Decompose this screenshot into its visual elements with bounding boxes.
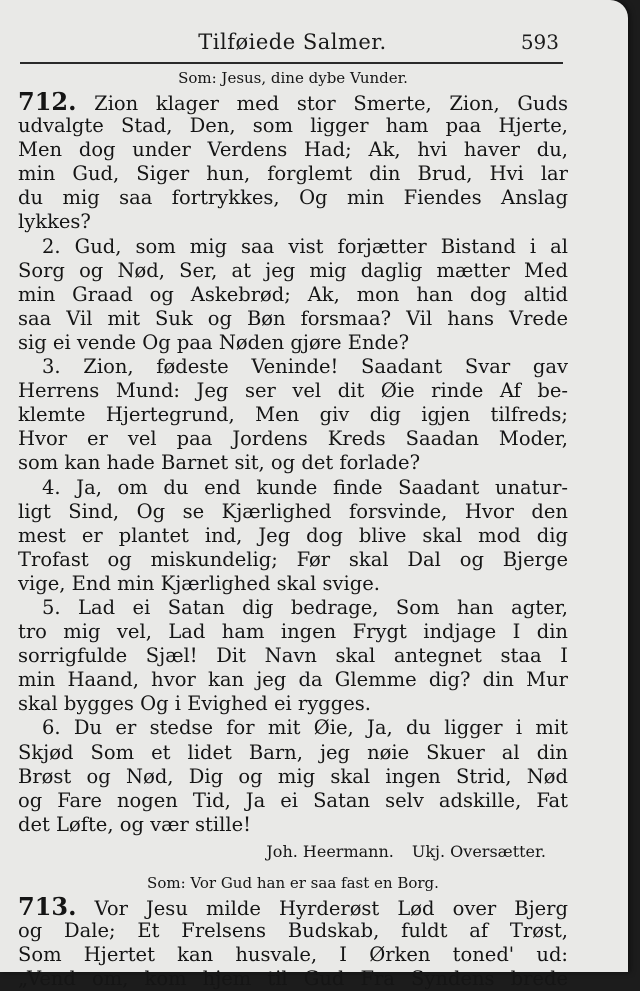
verse-line: som kan hade Barnet sit, og det forlade? [18,451,421,475]
verse-line: klemte Hjertegrund, Men giv dig igjen tilfreds; [18,403,568,427]
verse-line: „Vend om, kom hjem til Gud Fra Syndens brede [18,967,568,991]
verse-line: min Haand, hvor kan jeg da Glemme dig? din Mur [18,668,568,692]
verse-line: Skjød Som et lidet Barn, jeg nøie Skuer al din [18,740,568,764]
verse-line: 2. Gud, som mig saa vist forjætter Bistand i al [42,234,568,258]
verse-line: Trofast og miskundelig; Før skal Dal og Bjerge [18,547,568,571]
verse-line: 713. Vor Jesu milde Hyrderøst Lød over Bjerg [18,891,568,921]
author: Joh. Heermann. [266,841,394,861]
verse-line: min Graad og Askebrød; Ak, mon han dog altid [18,282,568,306]
verse-line: Sorg og Nød, Ser, at jeg mig daglig mætter Med [18,258,568,282]
verse-line: Men dog under Verdens Had; Ak, hvi haver du, [18,138,568,162]
running-title: Tilføiede Salmer. [198,30,387,54]
tune-line: Som: Vor Gud han er saa fast en Borg. [147,873,439,892]
verse-line: udvalgte Stad, Den, som ligger ham paa Hjerte, [18,114,568,138]
verse-line: Hvor er vel paa Jordens Kreds Saadan Moder, [18,427,568,451]
hymn-number: 712. [18,87,77,116]
verse-line: ligt Sind, Og se Kjærlighed forsvinde, Hvor den [18,499,568,523]
verse-line: 712. Zion klager med stor Smerte, Zion, Guds [18,87,568,116]
page-header [20,26,565,60]
header-rule [20,62,563,64]
verse-line: saa Vil mit Suk og Bøn forsmaa? Vil hans Vrede [18,306,568,330]
verse-line: 4. Ja, om du end kunde finde Saadant unatur- [42,475,568,499]
verse-line: skal bygges Og i Evighed ei rygges. [18,692,371,716]
tune-line: Som: Jesus, dine dybe Vunder. [178,69,408,87]
verse-line: Herrens Mund: Jeg ser vel dit Øie rinde Af be- [18,379,568,403]
verse-line: sorrigfulde Sjæl! Dit Navn skal antegnet staa I [18,644,568,668]
verse-line: 3. Zion, fødeste Veninde! Saadant Svar gav [42,355,568,379]
verse-line: Som Hjertet kan husvale, I Ørken toned' ud: [18,943,568,967]
verse-line: 5. Lad ei Satan dig bedrage, Som han agter, [42,595,568,619]
verse-line: du mig saa fortrykkes, Og min Fiendes Anslag [18,186,568,210]
verse-line: lykkes? [18,210,91,234]
verse-line: sig ei vende Og paa Nøden gjøre Ende? [18,330,410,354]
verse-line: og Fare nogen Tid, Ja ei Satan selv adskille, Fat [18,788,568,812]
verse-line: vige, End min Kjærlighed skal svige. [18,571,380,595]
verse-line: Brøst og Nød, Dig og mig skal ingen Strid, Nød [18,764,568,788]
page-number: 593 [520,30,559,54]
verse-line: min Gud, Siger hun, forglemt din Brud, Hvi lar [18,162,568,186]
hymn-text [18,66,568,991]
verse-line: og Dale; Et Frelsens Budskab, fuldt af Trøst, [18,919,568,942]
verse-line: det Løfte, og vær stille! [18,812,251,836]
verse-line: mest er plantet ind, Jeg dog blive skal mod dig [18,523,568,547]
translator: Ukj. Oversætter. [411,841,546,861]
verse-line: 6. Du er stedse for mit Øie, Ja, du ligger i mit [42,716,568,740]
attribution [18,837,568,867]
verse-line: tro mig vel, Lad ham ingen Frygt indjage I din [18,620,568,644]
hymn-number: 713. [18,891,77,921]
